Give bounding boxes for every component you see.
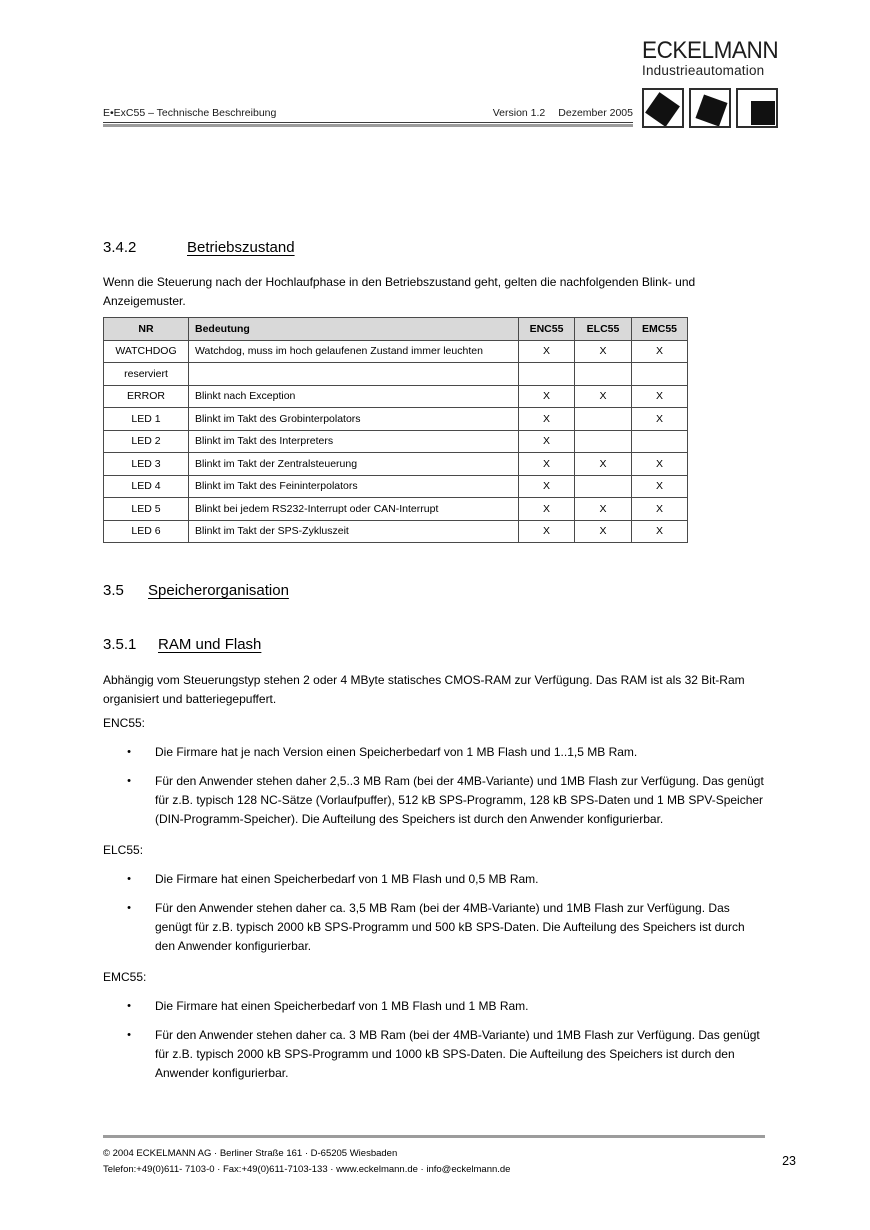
list-item: [103, 899, 765, 956]
cell-bedeutung: [189, 363, 519, 386]
logo-squares-icon: [642, 88, 788, 128]
list-item: [103, 870, 765, 889]
cell-emc55: [632, 430, 688, 453]
col-header-emc55: EMC55: [632, 318, 688, 341]
list-item: [103, 1026, 765, 1083]
heading-number: 3.5.1: [103, 636, 137, 653]
table-header-row: [104, 318, 688, 341]
table-row: [104, 498, 688, 521]
cell-elc55: [575, 363, 632, 386]
logo-tagline-text: Industrieautomation: [642, 63, 765, 78]
cell-elc55: X: [575, 520, 632, 543]
footer-rule: [103, 1135, 765, 1138]
cell-nr: reserviert: [104, 363, 189, 386]
logo-square-corner-icon: [736, 88, 778, 128]
list-item: [103, 997, 765, 1016]
page-number: 23: [782, 1154, 796, 1168]
document-title: E•ExC55 – Technische Beschreibung: [103, 107, 277, 119]
cell-nr: LED 4: [104, 475, 189, 498]
footer-address-line: © 2004 ECKELMANN AG · Berliner Straße 161 · D-65205 Wiesbaden: [103, 1148, 398, 1159]
cell-bedeutung: Blinkt im Takt der SPS-Zykluszeit: [189, 520, 519, 543]
table-row: [104, 408, 688, 431]
cell-emc55: X: [632, 453, 688, 476]
heading-3-5-1: [103, 636, 261, 653]
version-label: Version 1.2: [492, 107, 546, 119]
cell-emc55: X: [632, 340, 688, 363]
heading-title: Betriebszustand: [187, 239, 295, 256]
bullet-text: Für den Anwender stehen daher ca. 3 MB Ram (bei der 4MB-Variante) und 1MB Flash zur Verfügung. Das genügt für z.B. typisch 2000 kB SPS-Programm und 1000 kB SPS-Daten. Die Aufteilung des Speichers ist durch den Anwender konfigurierbar.: [155, 1028, 760, 1080]
heading-3-5: [103, 582, 289, 599]
cell-nr: LED 6: [104, 520, 189, 543]
table-row: [104, 363, 688, 386]
cell-emc55: X: [632, 520, 688, 543]
cell-enc55: X: [519, 408, 575, 431]
bullet-icon: •: [127, 775, 131, 787]
page-header: [103, 107, 633, 119]
cell-enc55: [519, 363, 575, 386]
cell-enc55: X: [519, 520, 575, 543]
date-label: Dezember 2005: [558, 107, 633, 119]
col-header-elc55: ELC55: [575, 318, 632, 341]
paragraph-ram-flash: Abhängig vom Steuerungstyp stehen 2 oder 4 MByte statisches CMOS-RAM zur Verfügung. Das RAM ist als 32 Bit-Ram organisiert und batteriegepuffert.: [103, 673, 745, 706]
table-row: [104, 340, 688, 363]
cell-nr: LED 5: [104, 498, 189, 521]
cell-elc55: [575, 430, 632, 453]
paragraph-betriebszustand: Wenn die Steuerung nach der Hochlaufphase in den Betriebszustand geht, gelten die nachfolgenden Blink- und Anzeigemuster.: [103, 275, 696, 308]
cell-nr: LED 3: [104, 453, 189, 476]
cell-elc55: X: [575, 385, 632, 408]
bullet-text: Für den Anwender stehen daher 2,5..3 MB Ram (bei der 4MB-Variante) und 1MB Flash zur Verfügung. Das genügt für z.B. typisch 128 NC-Sätze (Vorlaufpuffer), 512 kB SPS-Programm, 128 kB SPS-Daten und 1 MB SPV-Speicher (DIN-Programm-Speicher). Die Aufteilung des Speichers ist durch den Anwender konfigurierbar.: [155, 774, 764, 826]
cell-elc55: X: [575, 340, 632, 363]
list-item: [103, 743, 765, 762]
memory-sections: [103, 714, 765, 1083]
cell-elc55: X: [575, 498, 632, 521]
bullet-icon: •: [127, 873, 131, 885]
led-status-table: [103, 317, 688, 543]
cell-enc55: X: [519, 340, 575, 363]
mem-label-enc55: ENC55:: [103, 716, 146, 730]
bullet-icon: •: [127, 1000, 131, 1012]
cell-elc55: [575, 408, 632, 431]
heading-number: 3.4.2: [103, 239, 137, 256]
bullet-text: Für den Anwender stehen daher ca. 3,5 MB Ram (bei der 4MB-Variante) und 1MB Flash zur Verfügung. Das genügt für z.B. typisch 2000 kB SPS-Programm und 500 kB SPS-Daten. Die Aufteilung des Speichers ist durch den Anwender konfigurierbar.: [155, 901, 745, 953]
cell-bedeutung: Blinkt nach Exception: [189, 385, 519, 408]
footer: [103, 1146, 510, 1177]
logo-brand-text: ECKELMANN: [642, 37, 779, 64]
bullet-icon: •: [127, 1029, 131, 1041]
cell-emc55: X: [632, 385, 688, 408]
list-item: [103, 772, 765, 829]
cell-nr: LED 2: [104, 430, 189, 453]
bullet-icon: •: [127, 746, 131, 758]
cell-elc55: X: [575, 453, 632, 476]
cell-emc55: X: [632, 408, 688, 431]
cell-bedeutung: Blinkt im Takt der Zentralsteuerung: [189, 453, 519, 476]
col-header-enc55: ENC55: [519, 318, 575, 341]
cell-bedeutung: Blinkt bei jedem RS232-Interrupt oder CAN-Interrupt: [189, 498, 519, 521]
bullet-text: Die Firmare hat je nach Version einen Speicherbedarf von 1 MB Flash und 1..1,5 MB Ram.: [155, 745, 638, 759]
heading-number: 3.5: [103, 582, 124, 599]
cell-bedeutung: Blinkt im Takt des Interpreters: [189, 430, 519, 453]
cell-emc55: [632, 363, 688, 386]
cell-nr: LED 1: [104, 408, 189, 431]
cell-enc55: X: [519, 453, 575, 476]
cell-bedeutung: Watchdog, muss im hoch gelaufenen Zustand immer leuchten: [189, 340, 519, 363]
cell-emc55: X: [632, 498, 688, 521]
table-row: [104, 385, 688, 408]
bullet-text: Die Firmare hat einen Speicherbedarf von 1 MB Flash und 1 MB Ram.: [155, 999, 529, 1013]
eckelmann-logo: [642, 38, 788, 128]
table-row: [104, 475, 688, 498]
mem-label-elc55: ELC55:: [103, 843, 144, 857]
cell-enc55: X: [519, 385, 575, 408]
heading-title: RAM und Flash: [158, 636, 262, 653]
version-date: [493, 107, 633, 119]
cell-emc55: X: [632, 475, 688, 498]
col-header-bedeutung: Bedeutung: [189, 318, 519, 341]
bullet-icon: •: [127, 902, 131, 914]
table-row: [104, 430, 688, 453]
cell-enc55: X: [519, 475, 575, 498]
cell-elc55: [575, 475, 632, 498]
heading-title: Speicherorganisation: [148, 582, 289, 599]
cell-nr: ERROR: [104, 385, 189, 408]
cell-bedeutung: Blinkt im Takt des Grobinterpolators: [189, 408, 519, 431]
heading-3-4-2: [103, 239, 295, 256]
footer-contact-line: Telefon:+49(0)611- 7103-0 · Fax:+49(0)611-7103-133 · www.eckelmann.de · info@eckelmann.de: [103, 1163, 511, 1175]
header-rule-gray: [103, 124, 633, 127]
logo-square-diamond-icon: [642, 88, 684, 128]
col-header-nr: NR: [104, 318, 189, 341]
cell-bedeutung: Blinkt im Takt des Feininterpolators: [189, 475, 519, 498]
cell-enc55: X: [519, 498, 575, 521]
mem-label-emc55: EMC55:: [103, 970, 147, 984]
table-row: [104, 520, 688, 543]
logo-square-tilted-icon: [689, 88, 731, 128]
cell-nr: WATCHDOG: [104, 340, 189, 363]
header-rule-dark: [103, 122, 633, 123]
cell-enc55: X: [519, 430, 575, 453]
bullet-text: Die Firmare hat einen Speicherbedarf von 1 MB Flash und 0,5 MB Ram.: [155, 872, 539, 886]
table-row: [104, 453, 688, 476]
